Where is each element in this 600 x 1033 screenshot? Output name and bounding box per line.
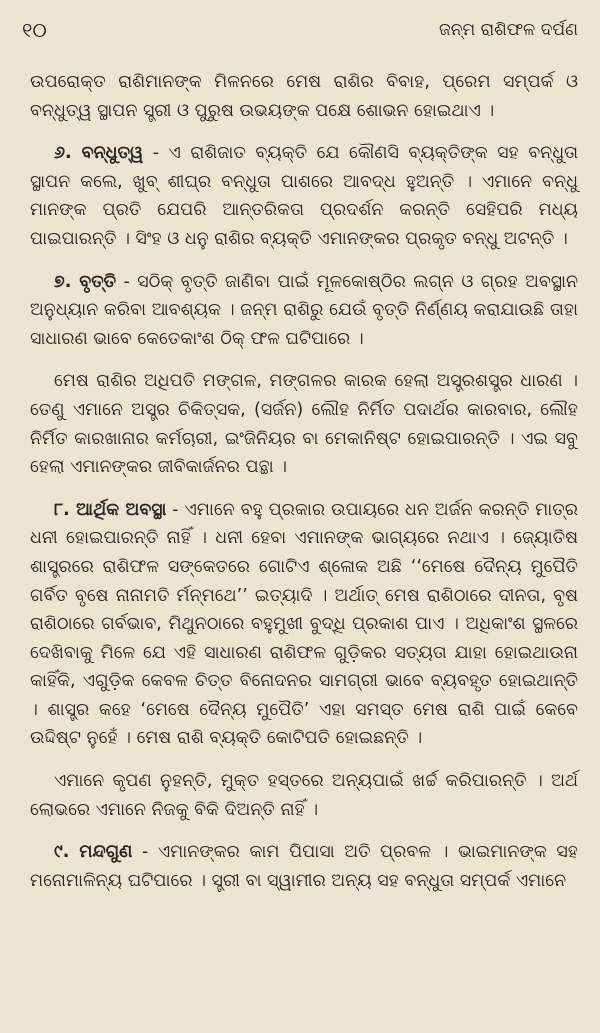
paragraph-text: ଏମାନେ କୃପଣ ନୁହନ୍ତି, ମୁକ୍ତ ହସ୍ତରେ ଅନ୍ୟପାଇଁ ଖର୍ଚ୍ଚ କରିପାରନ୍ତି । ଅର୍ଥ ଲୋଭରେ ଏମାନେ ନିଜକୁ ବିକି ଦିଅନ୍ତି ନାହିଁ । <box>30 771 578 820</box>
page-header <box>0 18 600 48</box>
paragraph-heading: ୯. ମନ୍ଦଗୁଣ <box>54 842 133 863</box>
paragraph-finance <box>30 496 578 753</box>
paragraph-text: - ସଠିକ୍ ବୃତ୍ତି ଜାଣିବା ପାଇଁ ମୂଳକୋଷ୍ଠିର ଲଗ୍ନ ଓ ଗ୍ରହ ଅବସ୍ଥାନ ଅନୁଧ୍ୟାନ କରିବା ଆବଶ୍ୟକ । ଜନ୍ମ ରାଶିରୁ ଯେଉଁ ବୃତ୍ତି ନିର୍ଣ୍ଣୟ କରାଯାଉଛି ତାହା ସାଧାରଣ ଭାବେ କେତେକାଂଶ ଠିକ୍ ଫଳ ଘଟିପାରେ । <box>30 271 578 349</box>
paragraph-heading: ୭. ବୃତ୍ତି <box>54 271 117 292</box>
paragraph-text: - ଏମାନଙ୍କର କାମ ପିପାସା ଅତି ପ୍ରବଳ । ଭାଇମାନଙ୍କ ସହ ମନୋମାଳିନ୍ୟ ଘଟିପାରେ । ସ୍ତ୍ରୀ ବା ସ୍ୱାମୀର ଅନ୍ୟ ସହ ବନ୍ଧୁତା ସମ୍ପର୍କ ଏମାନେ <box>30 842 578 891</box>
paragraph-friendship <box>30 139 578 253</box>
paragraph-profession-detail <box>30 367 578 481</box>
paragraph-profession <box>30 268 578 354</box>
page-body <box>30 68 578 909</box>
paragraph-text: ଉପରୋକ୍ତ ରାଶିମାନଙ୍କ ମିଳନରେ ମେଷ ରାଶିର ବିବାହ, ପ୍ରେମ ସମ୍ପର୍କ ଓ ବନ୍ଧୁତ୍ୱ ସ୍ଥାପନ ସ୍ତ୍ରୀ ଓ ପୁରୁଷ ଉଭୟଙ୍କ ପକ୍ଷେ ଶୋଭନ ହୋଇଥାଏ । <box>30 72 578 121</box>
paragraph-compatibility <box>30 68 578 125</box>
paragraph-heading: ୮. ଆର୍ଥିକ ଅବସ୍ଥା <box>54 499 167 520</box>
paragraph-negative-traits <box>30 838 578 895</box>
paragraph-text: ମେଷ ରାଶିର ଅଧିପତି ମଙ୍ଗଳ, ମଙ୍ଗଳର କାରକ ହେଲା ଅସ୍ତ୍ରଶସ୍ତ୍ର ଧାରଣ । ତେଣୁ ଏମାନେ ଅସ୍ତ୍ର ଚିକିତ୍ସକ, (ସର୍ଜନ) ଲୌହ ନିର୍ମିତ ପଦାର୍ଥର କାରବାର, ଲୌହ ନିର୍ମିତ କାରଖାନାର କର୍ମଚାରୀ, ଇଂଜିନିୟର ବା ମେକାନିଷ୍ଟ ହୋଇପାରନ୍ତି । ଏଇ ସବୁ ହେଲା ଏମାନଙ୍କର ଜୀବିକାର୍ଜନର ପନ୍ଥା । <box>30 371 578 478</box>
page-number: ୧୦ <box>22 18 47 42</box>
paragraph-generosity <box>30 767 578 824</box>
paragraph-text: - ଏ ରାଶିଜାତ ବ୍ୟକ୍ତି ଯେ କୌଣସି ବ୍ୟକ୍ତିଙ୍କ ସହ ବନ୍ଧୁତା ସ୍ଥାପନ କଲେ, ଖୁବ୍ ଶୀଘ୍ର ବନ୍ଧୁତା ପାଶରେ ଆବଦ୍ଧ ହୁଅନ୍ତି । ଏମାନେ ବନ୍ଧୁ ମାନଙ୍କ ପ୍ରତି ଯେପରି ଆନ୍ତରିକତା ପ୍ରଦର୍ଶନ କରନ୍ତି ସେହିପରି ମଧ୍ୟ ପାଇପାରନ୍ତି । ସିଂହ ଓ ଧନୁ ରାଶିର ବ୍ୟକ୍ତି ଏମାନଙ୍କର ପ୍ରକୃତ ବନ୍ଧୁ ଅଟନ୍ତି । <box>30 143 579 249</box>
paragraph-text: - ଏମାନେ ବହୁ ପ୍ରକାର ଉପାୟରେ ଧନ ଅର୍ଜନ କରନ୍ତି ମାତ୍ର ଧନୀ ହୋଇପାରନ୍ତି ନାହିଁ । ଧନୀ ହେବା ଏମାନଙ୍କ ଭାଗ୍ୟରେ ନଥାଏ । ଜ୍ୟୋତିଷ ଶାସ୍ତ୍ରରେ ରାଶିଫଳ ସଙ୍କେତରେ ଗୋଟିଏ ଶ୍ଳୋକ ଅଛି ‘‘ମେଷେ ଦୈନ୍ୟ ମୁପୈତି ଗର୍ବିତ ବୃଷେ ନାନାମତି ର୍ମନ୍ମଥେ’’ ଇତ୍ୟାଦି । ଅର୍ଥାତ୍ ମେଷ ରାଶିଠାରେ ଦୀନତା, ବୃଷ ରାଶିଠାରେ ଗର୍ବଭାବ, ମିଥୁନଠାରେ ବହୁମୁଖୀ ବୁଦ୍ଧି ପ୍ରକାଶ ପାଏ । ଅଧିକାଂଶ ସ୍ଥଳରେ ଦେଖିବାକୁ ମିଳେ ଯେ ଏହି ସାଧାରଣ ରାଶିଫଳ ଗୁଡ଼ିକର ସତ୍ୟତା ଯାହା ହୋଇଥାଉନା କାହିଁକି, ଏଗୁଡ଼ିକ କେବଳ ଚିତ୍ତ ବିନୋଦନର ସାମଗ୍ରୀ ଭାବେ ବ୍ୟବହୃତ ହୋଇଥାନ୍ତି । ଶାସ୍ତ୍ର କହେ ‘ମେଷେ ଦୈନ୍ୟ ମୁପୈତି’ ଏହା ସମସ୍ତ ମେଷ ରାଶି ପାଇଁ କେବେ ଉଦ୍ଦିଷ୍ଟ ନୁହେଁ । ମେଷ ରାଶି ବ୍ୟକ୍ତି କୋଟିପତି ହୋଇଛନ୍ତି । <box>30 499 579 749</box>
paragraph-heading: ୬. ବନ୍ଧୁତ୍ୱ <box>54 143 144 164</box>
running-head: ଜନ୍ମ ରାଶିଫଳ ଦର୍ପଣ <box>438 20 578 40</box>
